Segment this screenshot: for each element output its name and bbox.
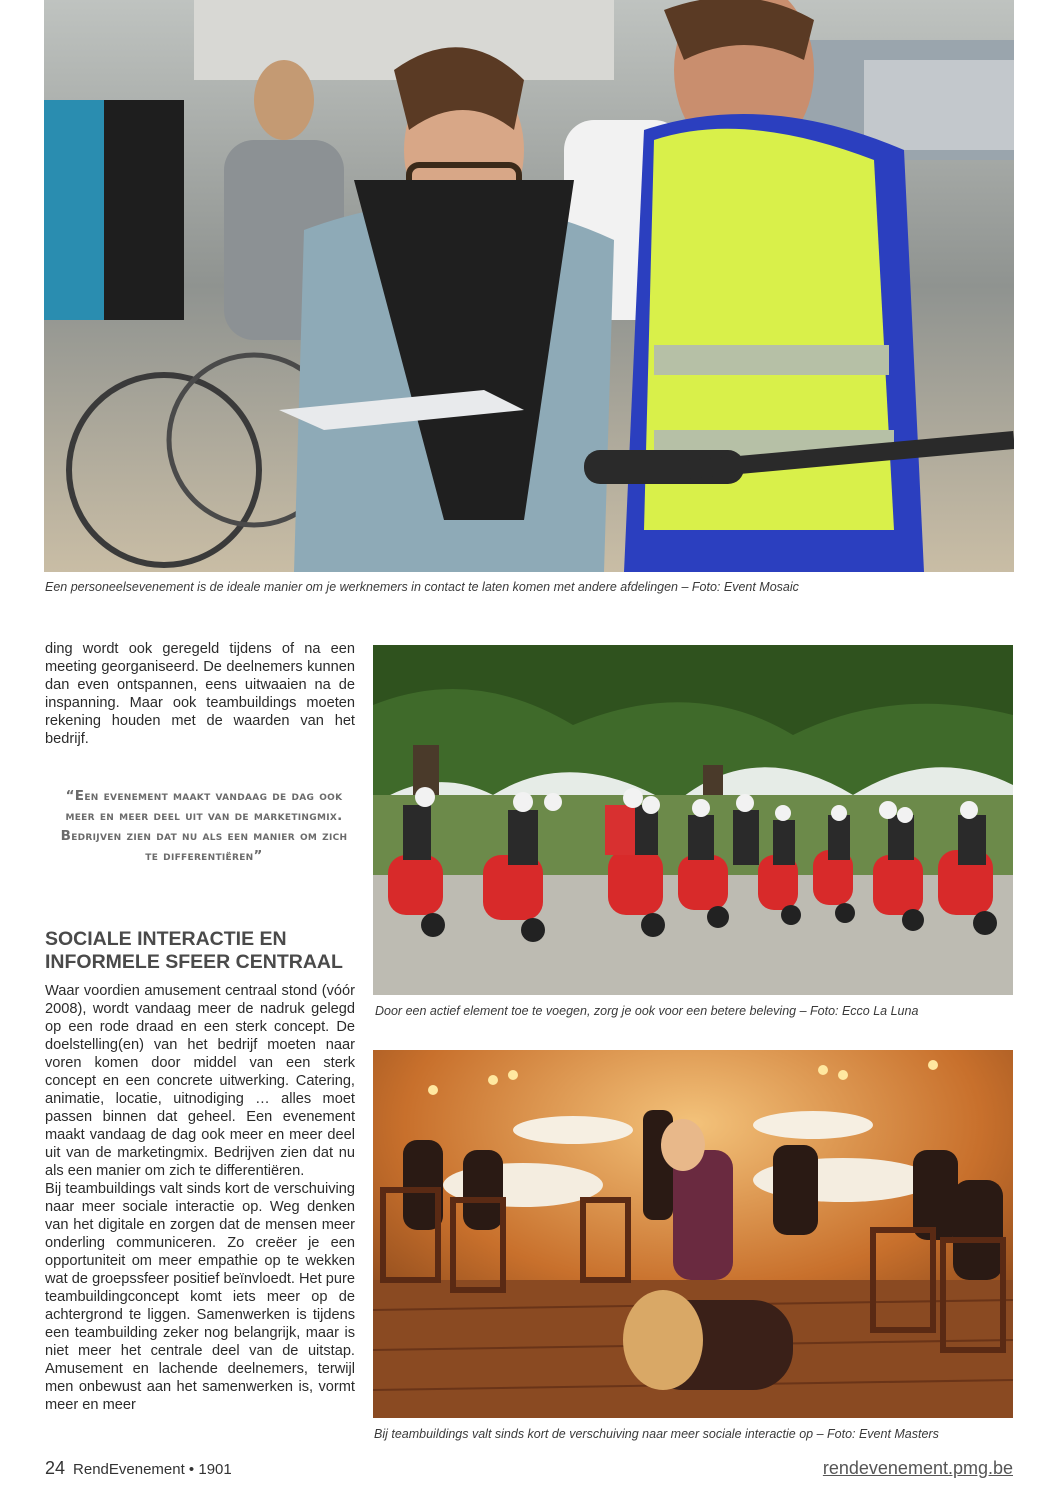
caption-bottom-photo: Bij teambuildings valt sinds kort de verschuiving naar meer sociale interactie op – Foto: Event Masters (374, 1427, 939, 1441)
body-paragraph-2: Bij teambuildings valt sinds kort de verschuiving naar meer sociale interactie op. Weg denken van het digitale en zorgen dat de mensen meer onderling communiceren. Zo creëer je een opportuniteit om meer empathie op te wekken wat de groepssfeer positief beïnvloedt. Het pure teambuildingconcept komt iets meer op de achtergrond te liggen. Samenwerken is tijdens een teambuilding zeker nog belangrijk, maar is niet meer het centrale deel van de uitstap. Amusement en lachende deelnemers, terwijl men onbewust aan het samenwerken is, vormt meer en meer (45, 1181, 355, 1413)
section-heading: SOCIALE INTERACTIE EN INFORMELE SFEER CENTRAAL (45, 928, 343, 973)
caption-middle-photo: Door een actief element toe te voegen, zorg je ook voor een betere beleving – Foto: Ecco La Luna (375, 1004, 919, 1018)
section-body (45, 982, 355, 1414)
page-footer (45, 1458, 232, 1479)
photo-scooters-group (373, 645, 1013, 995)
photo-dinner-hall (373, 1050, 1013, 1418)
page-number: 24 (45, 1458, 66, 1478)
photo-cyclists-map (44, 0, 1014, 572)
caption-top-photo: Een personeelsevenement is de ideale manier om je werknemers in contact te laten komen met andere afdelingen – Foto: Event Mosaic (45, 580, 799, 594)
intro-paragraph (45, 640, 355, 748)
pull-quote: “Een evenement maakt vandaag de dag ook meer en meer deel uit van de marketingmix. Bedrijven zien dat nu als een manier om zich te differentiëren” (60, 788, 348, 864)
website-link[interactable]: rendevenement.pmg.be (822, 1458, 1013, 1478)
publication-name: RendEvenement • 1901 (73, 1461, 232, 1478)
intro-paragraph-text: ding wordt ook geregeld tijdens of na een meeting georganiseerd. De deelnemers kunnen dan even ontspannen, eens uitwaaien na de inspanning. Maar ook teambuildings moeten rekening houden met de waarden van het bedrijf. (45, 641, 355, 747)
body-paragraph-1: Waar voordien amusement centraal stond (vóór 2008), wordt vandaag meer de nadruk gelegd op een rode draad en een sterk concept. De doelstelling(en) van het bedrijf moeten naar voren komen door middel van een sterk concept en een concrete uitwerking. Catering, animatie, locatie, uitnodiging … alles moet passen binnen dat geheel. Een evenement maakt vandaag de dag ook meer en meer deel uit van de marketingmix. Bedrijven zien dat nu als een manier om zich te differentiëren. (45, 983, 355, 1179)
